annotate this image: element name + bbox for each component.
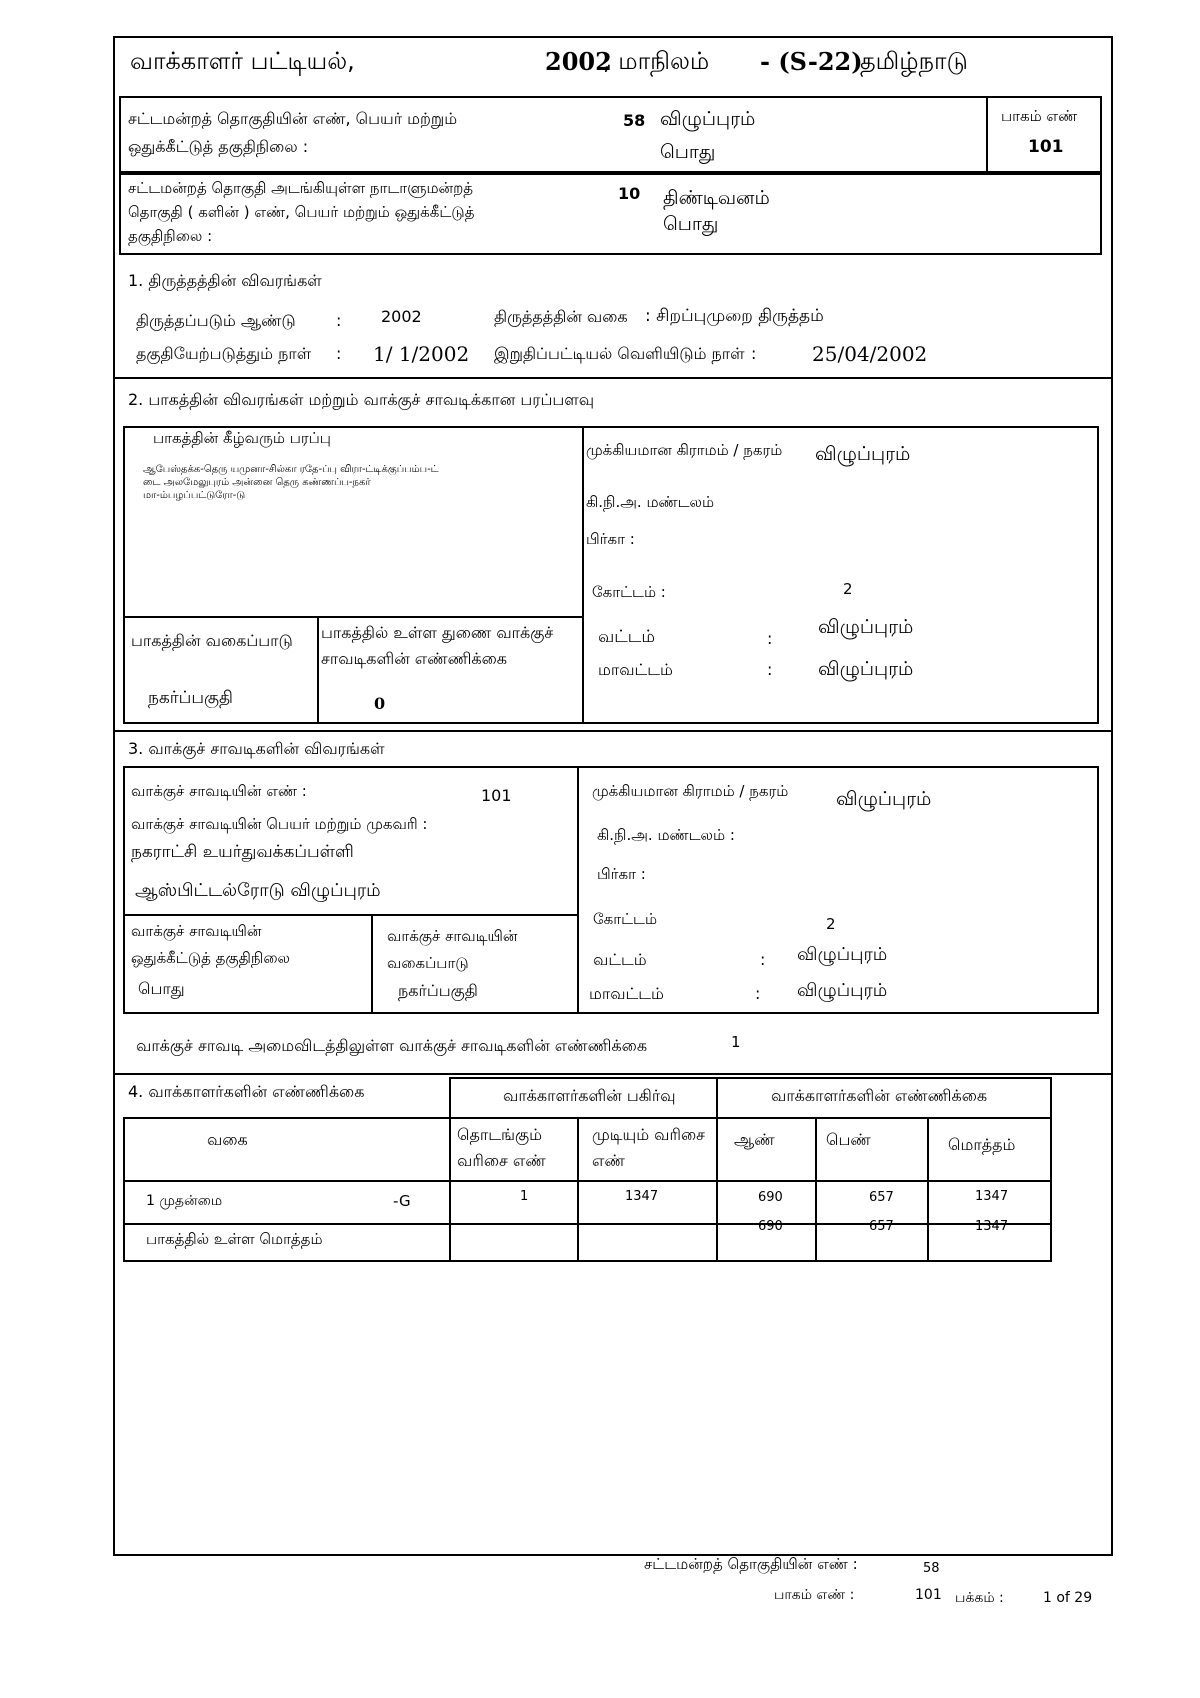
part-circle-label: கி.நி.அ. மண்டலம் bbox=[586, 493, 715, 511]
constituency-category: பொது bbox=[660, 141, 716, 163]
revision-year-label: திருத்தப்படும் ஆண்டு bbox=[136, 311, 296, 330]
station-taluk-colon: : bbox=[760, 950, 766, 969]
constituency-label-1: சட்டமன்றத் தொகுதியின் எண், பெயர் மற்றும் bbox=[128, 109, 458, 128]
station-reservation-label-2: ஒதுக்கீட்டுத் தகுதிநிலை bbox=[131, 949, 291, 967]
col-female-header: பெண் bbox=[826, 1130, 871, 1149]
station-type-value: நகர்ப்பகுதி bbox=[398, 981, 478, 1000]
divider bbox=[577, 766, 579, 1014]
station-firka-label: பிர்கா : bbox=[597, 865, 646, 883]
parliamentary-label-3: தகுதிநிலை : bbox=[128, 227, 213, 245]
divider bbox=[123, 1180, 1052, 1182]
station-type-label-1: வாக்குச் சாவடியின் bbox=[387, 927, 518, 945]
aux-stations-label-1: பாகத்தில் உள்ள துணை வாக்குச் bbox=[321, 623, 554, 642]
station-district-label: மாவட்டம் bbox=[589, 984, 664, 1003]
station-division-label: கோட்டம் bbox=[593, 910, 658, 928]
col-type-header: வகை bbox=[207, 1130, 248, 1149]
divider bbox=[577, 1117, 579, 1262]
section1-heading: 1. திருத்தத்தின் விவரங்கள் bbox=[128, 271, 322, 290]
part-district-label: மாவட்டம் bbox=[598, 660, 673, 679]
part-firka-label: பிர்கா : bbox=[586, 530, 635, 548]
station-count-label: வாக்குச் சாவடி அமைவிடத்திலுள்ள வாக்குச் சாவடிகளின் எண்ணிக்கை bbox=[136, 1036, 648, 1055]
station-count-value: 1 bbox=[731, 1033, 741, 1051]
station-taluk-value: விழுப்புரம் bbox=[797, 944, 888, 965]
station-circle-label: கி.நி.அ. மண்டலம் : bbox=[597, 826, 735, 844]
station-name-label: வாக்குச் சாவடியின் பெயர் மற்றும் முகவரி : bbox=[131, 815, 428, 833]
section4-heading: 4. வாக்காளர்களின் எண்ணிக்கை bbox=[128, 1082, 365, 1101]
revision-year-value: 2002 bbox=[381, 307, 422, 326]
part-village-label: முக்கியமான கிராமம் / நகரம் bbox=[586, 441, 783, 459]
coverage-line-1: ஆபேஸ்தக்க-தெரு யமுனா-சில்கா ரதே-ப்பு விரா-ட்டிக்குப்பம்ப-ட் bbox=[143, 464, 439, 475]
revision-type-label: திருத்தத்தின் வகை bbox=[494, 307, 628, 326]
publication-date-label: இறுதிப்பட்டியல் வெளியிடும் நாள் bbox=[494, 344, 745, 363]
part-division-value: 2 bbox=[843, 580, 853, 598]
qualifying-date-colon: : bbox=[336, 344, 342, 363]
divider bbox=[123, 616, 583, 618]
station-name-value: நகராட்சி உயர்துவக்கப்பள்ளி bbox=[131, 842, 354, 862]
divider bbox=[449, 1117, 451, 1262]
divider bbox=[815, 1117, 817, 1262]
station-number-value: 101 bbox=[481, 786, 512, 805]
constituency-name: விழுப்புரம் bbox=[660, 108, 756, 130]
part-classification-label: பாகத்தின் வகைப்பாடு bbox=[131, 631, 293, 650]
revision-type-value: : சிறப்புமுறை திருத்தம் bbox=[645, 306, 824, 326]
part-taluk-colon: : bbox=[767, 629, 773, 648]
part-district-value: விழுப்புரம் bbox=[818, 658, 914, 680]
divider bbox=[371, 914, 373, 1014]
station-reservation-value: பொது bbox=[138, 979, 185, 998]
aux-stations-label-2: சாவடிகளின் எண்ணிக்கை bbox=[321, 649, 508, 668]
row-male: 690 bbox=[758, 1190, 783, 1205]
coverage-label: பாகத்தின் கீழ்வரும் பரப்பு bbox=[153, 429, 331, 447]
station-type-label-2: வகைப்பாடு bbox=[387, 954, 469, 972]
part-division-label: கோட்டம் : bbox=[592, 583, 666, 601]
parliamentary-label-2: தொகுதி ( களின் ) எண், பெயர் மற்றும் ஒதுக்கீட்டுத் bbox=[128, 203, 475, 221]
part-number-label: பாகம் எண் bbox=[1001, 107, 1078, 125]
coverage-line-3: மா-ம்பழப்பட்டுரோ-டு bbox=[143, 490, 246, 501]
parliamentary-category: பொது bbox=[663, 213, 719, 235]
station-reservation-label-1: வாக்குச் சாவடியின் bbox=[131, 922, 262, 940]
group-serial-label: வாக்காளர்களின் பகிர்வு bbox=[503, 1086, 676, 1105]
parliamentary-number: 10 bbox=[618, 184, 641, 203]
aux-stations-value: 0 bbox=[374, 694, 386, 713]
row-start: 1 bbox=[520, 1189, 529, 1204]
station-taluk-label: வட்டம் bbox=[593, 950, 647, 969]
station-number-label: வாக்குச் சாவடியின் எண் : bbox=[131, 782, 307, 800]
state-label: , மாநிலம் bbox=[603, 47, 710, 75]
qualifying-date-value: 1/ 1/2002 bbox=[373, 342, 470, 366]
station-district-value: விழுப்புரம் bbox=[797, 980, 888, 1001]
divider bbox=[317, 616, 319, 724]
group-count-label: வாக்காளர்களின் எண்ணிக்கை bbox=[771, 1086, 988, 1105]
section3-heading: 3. வாக்குச் சாவடிகளின் விவரங்கள் bbox=[128, 739, 385, 758]
station-address-value: ஆஸ்பிட்டல்ரோடு விழுப்புரம் bbox=[135, 880, 381, 901]
state-code: - (S-22) bbox=[760, 47, 863, 76]
part-district-colon: : bbox=[767, 660, 773, 679]
total-male: 690 bbox=[758, 1219, 783, 1234]
footer-constituency-value: 58 bbox=[923, 1561, 940, 1576]
part-taluk-value: விழுப்புரம் bbox=[818, 616, 914, 638]
section2-heading: 2. பாகத்தின் விவரங்கள் மற்றும் வாக்குச் சாவடிக்கான பரப்பளவு bbox=[128, 390, 595, 409]
station-division-value: 2 bbox=[826, 915, 836, 933]
row-code: -G bbox=[393, 1192, 411, 1210]
divider bbox=[113, 377, 1113, 379]
divider bbox=[716, 1117, 718, 1262]
col-end-header-2: எண் bbox=[592, 1151, 625, 1170]
constituency-number: 58 bbox=[623, 111, 646, 130]
station-village-label: முக்கியமான கிராமம் / நகரம் bbox=[592, 782, 789, 800]
publication-date-colon: : bbox=[751, 344, 757, 363]
divider bbox=[113, 730, 1113, 732]
publication-date-value: 25/04/2002 bbox=[812, 342, 928, 366]
row-end: 1347 bbox=[625, 1189, 659, 1204]
col-total-header: மொத்தம் bbox=[948, 1135, 1016, 1154]
total-total: 1347 bbox=[975, 1219, 1009, 1234]
col-start-header-2: வரிசை எண் bbox=[457, 1151, 546, 1170]
station-district-colon: : bbox=[755, 984, 761, 1003]
part-taluk-label: வட்டம் bbox=[598, 627, 656, 647]
coverage-line-2: டை அலமேலுபுரம் அன்னை தெரு கண்ணப்ப-நகர் bbox=[143, 477, 371, 488]
parliamentary-label-1: சட்டமன்றத் தொகுதி அடங்கியுள்ள நாடாளுமன்றத் bbox=[128, 179, 474, 197]
col-male-header: ஆண் bbox=[734, 1130, 775, 1149]
footer-part-label: பாகம் எண் : bbox=[774, 1587, 855, 1603]
footer-page-label: பக்கம் : bbox=[955, 1590, 1004, 1606]
qualifying-date-label: தகுதியேற்படுத்தும் நாள் bbox=[136, 344, 312, 363]
roll-title: வாக்காளர் பட்டியல், bbox=[130, 47, 355, 75]
divider bbox=[986, 96, 988, 173]
part-number: 101 bbox=[1028, 137, 1064, 157]
parliamentary-name: திண்டிவனம் bbox=[663, 187, 770, 209]
row-total: 1347 bbox=[975, 1189, 1009, 1204]
col-end-header-1: முடியும் வரிசை bbox=[592, 1125, 706, 1144]
divider bbox=[113, 1073, 1113, 1075]
row-type: 1 முதன்மை bbox=[146, 1193, 223, 1209]
divider bbox=[123, 914, 578, 916]
footer-constituency-label: சட்டமன்றத் தொகுதியின் எண் : bbox=[644, 1555, 858, 1573]
total-female: 657 bbox=[869, 1219, 894, 1234]
divider bbox=[927, 1117, 929, 1262]
station-village-value: விழுப்புரம் bbox=[836, 788, 932, 810]
constituency-box bbox=[119, 96, 1102, 173]
total-row-label: பாகத்தில் உள்ள மொத்தம் bbox=[146, 1230, 323, 1248]
roll-year: 2002 bbox=[545, 47, 612, 76]
row-female: 657 bbox=[869, 1190, 894, 1205]
part-village-value: விழுப்புரம் bbox=[815, 443, 911, 465]
divider bbox=[123, 1223, 1052, 1225]
col-start-header-1: தொடங்கும் bbox=[457, 1125, 542, 1144]
divider bbox=[582, 426, 584, 724]
constituency-label-2: ஒதுக்கீட்டுத் தகுதிநிலை : bbox=[128, 137, 309, 156]
state-name: தமிழ்நாடு bbox=[860, 47, 968, 75]
footer-page-value: 1 of 29 bbox=[1043, 1590, 1093, 1606]
footer-part-value: 101 bbox=[915, 1587, 942, 1603]
revision-year-colon: : bbox=[336, 311, 342, 330]
part-classification-value: நகர்ப்பகுதி bbox=[148, 688, 233, 708]
